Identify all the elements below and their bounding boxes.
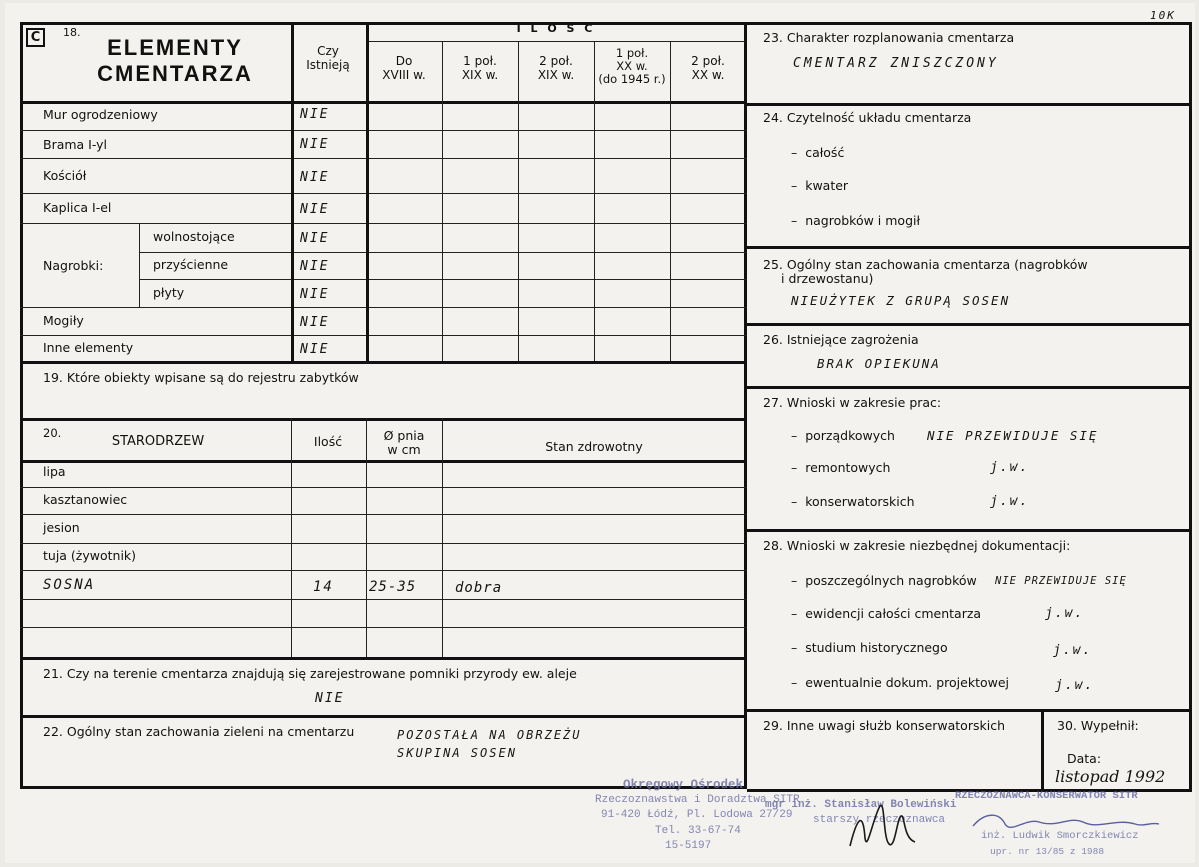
q20-col-tree: STARODRZEW <box>111 434 205 449</box>
col-period-1: Do XVIII w. <box>382 54 426 82</box>
tree-row-sosna: SOSNA <box>43 577 96 593</box>
q25-label-1: 25. Ogólny stan zachowania cmentarza (nagrobków <box>763 257 1088 272</box>
q27-item-2: – remontowych <box>791 460 891 475</box>
q28-item-2: – ewidencji całości cmentarza <box>791 606 982 621</box>
q24-item-2: – kwater <box>791 178 849 193</box>
row-label-other: Inne elementy <box>43 340 134 355</box>
q26-label: 26. Istniejące zagrożenia <box>763 332 919 347</box>
section-number: 18. <box>63 26 81 39</box>
stamp-left-1: Okręgowy Ośrodek <box>623 778 744 792</box>
q28-item-4: – ewentualnie dokum. projektowej <box>791 675 1010 690</box>
q24-item-3: – nagrobków i mogił <box>791 213 921 228</box>
col-period-5: 2 poł. XX w. <box>691 54 725 82</box>
q23-label: 23. Charakter rozplanowania cmentarza <box>763 30 1015 45</box>
q27-value-1: NIE PRZEWIDUJE SIĘ <box>927 428 1099 443</box>
row-value-freestanding: NIE <box>300 231 330 246</box>
row-value-wallmounted: NIE <box>300 259 330 274</box>
q24-label: 24. Czytelność układu cmentarza <box>763 110 972 125</box>
row-value-chapel: NIE <box>300 202 330 217</box>
q20-number: 20. <box>43 426 62 440</box>
tree-count-sosna: 14 <box>313 579 334 595</box>
q30-date-label: Data: <box>1067 751 1102 766</box>
stamp-left-4: Tel. 33-67-74 <box>655 825 741 837</box>
q28-item-3: – studium historycznego <box>791 640 948 655</box>
row-value-other: NIE <box>300 342 330 357</box>
q25-label-2: i drzewostanu) <box>781 271 874 286</box>
signature-scribble-2 <box>965 808 1165 838</box>
row-value-graves: NIE <box>300 315 330 330</box>
q22-value-1: POZOSTAŁA NA OBRZEŻU <box>397 728 582 742</box>
row-value-church: NIE <box>300 170 330 185</box>
q25-value: NIEUŻYTEK Z GRUPĄ SOSEN <box>791 293 1011 308</box>
section-badge: C <box>26 28 45 47</box>
stamp-right-1: RZECZOZNAWCA-KONSERWATOR SITR <box>955 790 1138 802</box>
survey-card <box>5 3 1195 863</box>
q23-value: CMENTARZ ZNISZCZONY <box>793 56 999 71</box>
row-label-wall: Mur ogrodzeniowy <box>43 107 158 122</box>
tree-diam-sosna: 25-35 <box>369 579 417 595</box>
stamp-right-2: inż. Ludwik Smorczkiewicz <box>981 830 1139 842</box>
q22-label: 22. Ogólny stan zachowania zieleni na cmentarzu <box>43 724 355 739</box>
q28-value-4: j.w. <box>1055 678 1095 693</box>
q28-value-2: j.w. <box>1045 606 1085 621</box>
q21-value: NIE <box>315 691 345 706</box>
q20-col-health: Stan zdrowotny <box>545 439 643 454</box>
section-title-2: CMENTARZA <box>97 61 253 86</box>
q24-item-1: – całość <box>791 145 845 160</box>
row-value-wall: NIE <box>300 107 330 122</box>
tree-row-tuja: tuja (żywotnik) <box>43 548 137 563</box>
q27-value-2: j.w. <box>990 460 1030 475</box>
tree-row-jesion: jesion <box>43 520 80 535</box>
row-label-slabs: płyty <box>153 285 185 300</box>
q27-item-1: – porządkowych <box>791 428 895 443</box>
tree-row-kasztanowiec: kasztanowiec <box>43 492 128 507</box>
section-title-1: ELEMENTY <box>107 35 243 60</box>
row-label-gate: Brama I-yl <box>43 137 108 152</box>
ilosc-header: I L O Ś Ć <box>516 22 596 35</box>
col-period-4: 1 poł. XX w. (do 1945 r.) <box>598 46 666 87</box>
q27-label: 27. Wnioski w zakresie prac: <box>763 395 942 410</box>
q21-label: 21. Czy na terenie cmentarza znajdują się zarejestrowane pomniki przyrody ew. aleje <box>43 666 577 681</box>
corner-mark: 10K <box>1150 9 1176 22</box>
stamp-mid-1: mgr inż. Stanisław Bolewiński <box>765 799 957 811</box>
q26-value: BRAK OPIEKUNA <box>817 356 941 371</box>
q28-value-1: NIE PRZEWIDUJE SIĘ <box>995 575 1127 587</box>
q22-value-2: SKUPINA SOSEN <box>397 746 517 760</box>
stamp-left-3: 91-420 Łódź, Pl. Lodowa 27/29 <box>601 809 793 821</box>
q20-col-diam: Ø pnia w cm <box>383 428 425 458</box>
stamp-right-3: upr. nr 13/85 z 1988 <box>990 846 1105 857</box>
q30-label: 30. Wypełnił: <box>1057 718 1139 733</box>
stamp-left-2: Rzeczoznawstwa i Doradztwa SITR <box>595 794 800 806</box>
q27-item-3: – konserwatorskich <box>791 494 915 509</box>
q29-label: 29. Inne uwagi służb konserwatorskich <box>763 718 1005 733</box>
row-label-graves: Mogiły <box>43 313 84 328</box>
q28-label: 28. Wnioski w zakresie niezbędnej dokumentacji: <box>763 538 1071 553</box>
q27-value-3: j.w. <box>990 494 1030 509</box>
row-label-freestanding: wolnostojące <box>153 229 235 244</box>
row-value-slabs: NIE <box>300 287 330 302</box>
q28-value-3: j.w. <box>1053 643 1093 658</box>
stamp-left-5: 15-5197 <box>665 840 712 852</box>
stamp-mid-2: starszy rzeczoznawca <box>813 814 946 826</box>
signature-scribble-1 <box>845 798 925 858</box>
q20-col-count: Ilość <box>313 434 343 449</box>
q19-label: 19. Które obiekty wpisane są do rejestru zabytków <box>43 370 359 385</box>
tree-health-sosna: dobra <box>455 580 503 596</box>
col-period-3: 2 poł. XIX w. <box>537 54 575 82</box>
col-exists-header: Czy Istnieją <box>306 44 350 72</box>
col-period-2: 1 poł. XIX w. <box>461 54 499 82</box>
nagrobki-label: Nagrobki: <box>43 258 104 273</box>
q30-date-value: listopad 1992 <box>1055 767 1166 786</box>
row-label-chapel: Kaplica I-el <box>43 200 112 215</box>
row-label-wallmounted: przyścienne <box>153 257 229 272</box>
q28-item-1: – poszczególnych nagrobków <box>791 573 977 588</box>
row-value-gate: NIE <box>300 137 330 152</box>
row-label-church: Kościół <box>43 168 87 183</box>
tree-row-lipa: lipa <box>43 464 66 479</box>
